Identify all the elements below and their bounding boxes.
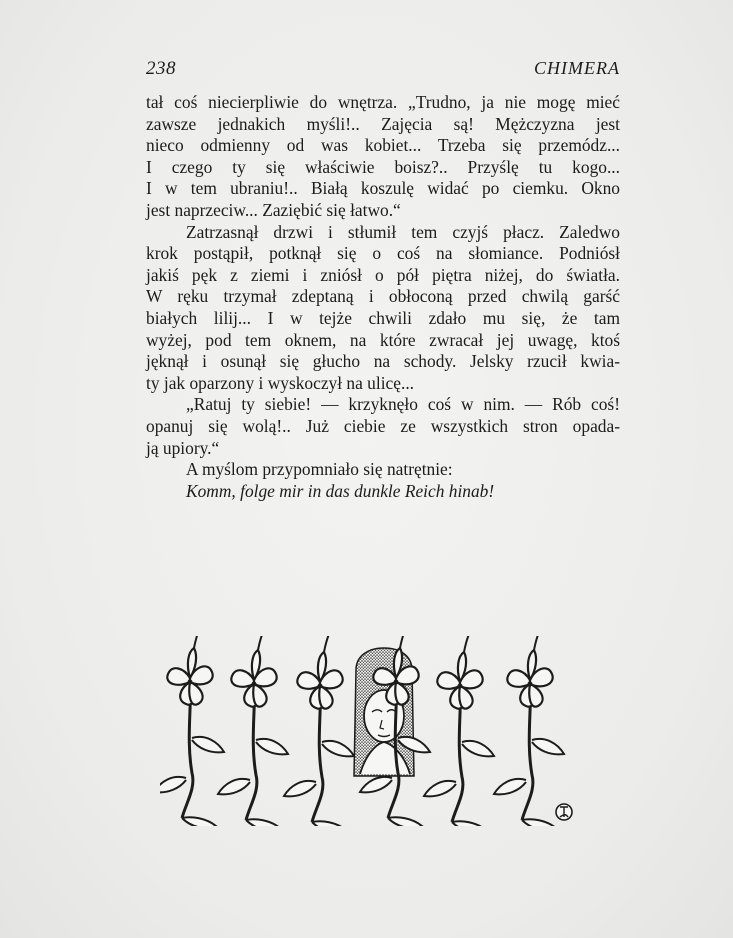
lilies-and-woman-vignette-icon [160,636,608,826]
text-line: „Ratuj ty siebie! — krzyknęło coś w nim. — Rób coś! [186,394,620,415]
text-line: jakiś pęk z ziemi i zniósł o pół piętra niżej, do światła. [146,264,620,285]
text-line: Zatrzasnął drzwi i stłumił tem czyjś płacz. Zaledwo [186,221,620,242]
paragraph-4 [146,459,620,481]
page-header [146,58,620,82]
text-line: tał coś niecierpliwie do wnętrza. „Trudno, ja nie mogę mieć [146,92,620,112]
running-title: CHIMERA [534,58,620,78]
text-line: jest naprzeciw... Zaziębić się łatwo.“ [146,199,401,220]
text-line: białych lilij... I w tejże chwili zdało mu się, że tam [146,307,620,328]
page-number: 238 [146,58,176,79]
text-line: zawsze jednakich myśli!.. Zajęcia są! Mężczyzna jest [146,113,620,134]
text-line: krok postąpił, potknął się o coś na słomiance. Podniósł [146,243,620,264]
body-text [146,92,620,502]
text-line: I w tem ubraniu!.. Białą koszulę widać po ciemku. Okno [146,178,620,199]
text-line: jęknął i osunął się głucho na schody. Jelsky rzucił kwia- [146,351,620,372]
paragraph-1 [146,92,620,222]
text-line: ty jak oparzony i wyskoczył na ulicę... [146,372,415,393]
text-line: W ręku trzymał zdeptaną i obłoconą przed chwilą garść [146,286,620,307]
text-line: I czego ty się właściwie boisz?.. Przyślę tu kogo... [146,156,620,177]
text-line: nieco odmienny od was kobiet... Trzeba się przemódz... [146,135,620,156]
artist-monogram-icon [556,804,572,820]
text-line: ją upiory.“ [146,437,220,458]
paragraph-3 [146,394,620,459]
text-line: opanuj się wolą!.. Już ciebie ze wszystkich stron opada- [146,415,620,436]
german-quote: Komm, folge mir in das dunkle Reich hinab! [186,480,495,501]
paragraph-2 [146,222,620,395]
text-line: A myślom przypomniało się natrętnie: [186,459,453,480]
text-line: wyżej, pod tem oknem, na które zwracał jej uwagę, ktoś [146,329,620,350]
